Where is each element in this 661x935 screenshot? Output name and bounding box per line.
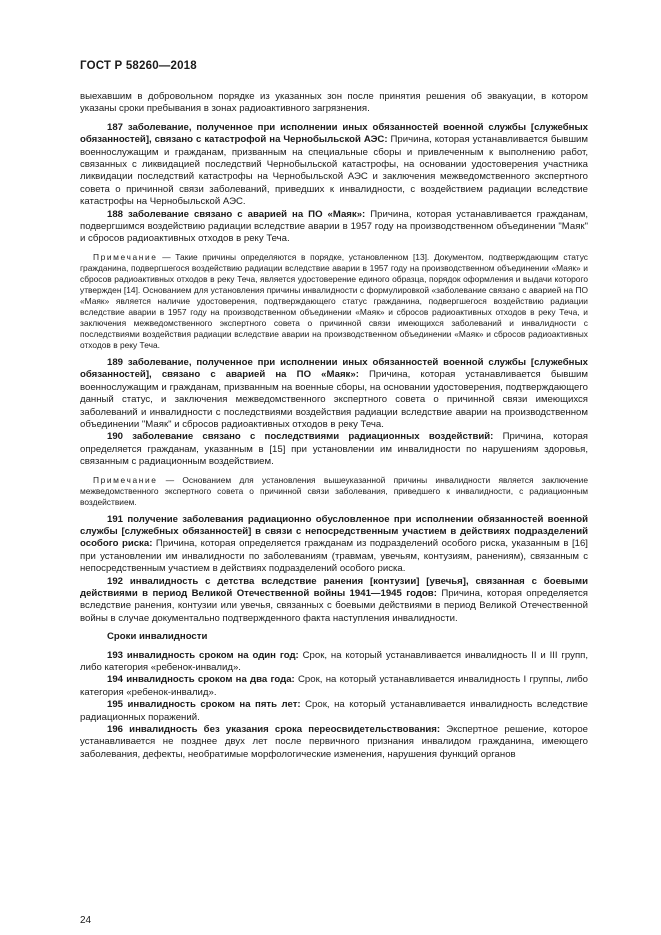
paragraph-190 xyxy=(80,431,588,468)
paragraph-194 xyxy=(80,674,588,699)
section-title: Сроки инвалидности xyxy=(107,631,208,643)
term-196: 196 инвалидность без указания срока переосвидетельствования: xyxy=(107,724,441,736)
paragraph-continuation: выехавшим в добровольном порядке из указанных зон после принятия решения об эвакуации, в котором указаны сроки пребывания в зонах радиоактивного загрязнения. xyxy=(80,91,588,115)
definition-195: Срок, на который устанавливается инвалидность вследствие радиационных поражений. xyxy=(80,699,588,723)
paragraph-193 xyxy=(80,650,588,675)
paragraph-191 xyxy=(80,514,588,576)
term-195: 195 инвалидность сроком на пять лет: xyxy=(107,699,301,711)
note-1-label: Примечание xyxy=(93,251,158,262)
definition-194: Срок, на который устанавливается инвалидность I группы, либо категория «ребенок-инвалид». xyxy=(80,674,588,698)
note-1 xyxy=(80,252,588,351)
note-2 xyxy=(80,475,588,508)
definition-187: Причина, которая устанавливается бывшим военнослужащим и гражданам, призванным на специальные сборы и привлеченным к выполнению работ, связанных с ликвидацией последствий Чернобыльской катастрофы, на основании удостоверения участника ликвидации последствий катастрофы на Чернобыльской АЭС и заключения межведомственного экспертного совета о причинной связи заболеваний, приведших к инвалидности, с воздействием радиации вследствие катастрофы на Чернобыльской АЭС. xyxy=(80,134,588,208)
paragraph-196 xyxy=(80,724,588,761)
term-193: 193 инвалидность сроком на один год: xyxy=(107,649,299,661)
document-header: ГОСТ Р 58260—2018 xyxy=(80,60,197,72)
definition-193: Срок, на который устанавливается инвалидность II и III групп, либо категория «ребенок-инвалид». xyxy=(80,649,588,673)
term-189: 189 заболевание, полученное при исполнении иных обязанностей военной службы [служебных обязанностей], связано с аварией на ПО «Маяк»: xyxy=(80,356,588,381)
page-number: 24 xyxy=(80,915,92,926)
definition-190: Причина, которая определяется гражданам, указанным в [15] при установлении им инвалидности по нарушениям здоровья, связанным с радиационным воздействием. xyxy=(80,431,588,468)
paragraph-192 xyxy=(80,576,588,626)
term-191: 191 получение заболевания радиационно обусловленное при исполнении обязанностей военной службы [служебных обязанностей] в связи с непосредственным участием в действиях подразделений особого риска: xyxy=(80,513,588,550)
definition-191: Причина, которая определяется гражданам из подразделений особого риска, указанным в [16] при установлении им инвалидности по заболеваниям (травмам, увечьям, контузиям, ранениям), связанным с непосредственным участием в действиях подразделений особого риска. xyxy=(80,538,588,575)
note-2-label: Примечание xyxy=(93,474,158,485)
paragraph-189 xyxy=(80,357,588,431)
definition-196: Экспертное решение, которое устанавливается не позднее двух лет после первичного признания инвалидом гражданина, имеющего заболевания, дефекты, необратимые морфологические изменения, нарушения функций органов xyxy=(80,724,589,760)
note-1-text: — Такие причины определяются в порядке, установленном [13]. Документом, подтверждающим статус гражданина, подвергшегося воздействию радиации вследствие аварии в 1957 году на производственном объединении «Маяк» и сбросов радиоактивных отходов в реку Теча, является удостоверение единого образца, порядок оформления и выдачи которого утвержден [14]. Основанием для установления причины инвалидности с формулировкой «заболевание связано с аварией на ПО «Маяк» является наличие удостоверения, подтверждающего статус гражданина, подвергшегося воздействию радиации вследствие аварии в 1957 году на производственном объединении «Маяк» и сбросов радиоактивных отходов в реку Теча, и заключения межведомственного экспертного совета о причинной связи имеющихся заболеваний и инвалидности с последствиями воздействия радиации вследствие аварии на производственном объединении «Маяк» и сбросов радиоактивных отходов в реку Теча. xyxy=(80,251,588,350)
term-188: 188 заболевание связано с аварией на ПО «Маяк»: xyxy=(107,208,366,220)
definition-192: Причина, которая определяется вследствие ранения, контузии или увечья, связанных с боевыми действиями в период Великой Отечественной войны в случае документально подтвержденного факта наступления инвалидности. xyxy=(80,587,589,624)
paragraph-195 xyxy=(80,699,588,724)
paragraph-187 xyxy=(80,122,588,209)
definition-188: Причина, которая устанавливается гражданам, подвергшимся воздействию радиации вследствие аварии в 1957 году на производственном объединении "Маяк" и сбросов радиоактивных отходов в реку Теча. xyxy=(80,208,589,245)
term-187: 187 заболевание, полученное при исполнении иных обязанностей военной службы [служебных обязанностей], связано с катастрофой на Чернобыльской АЭС: xyxy=(80,121,588,146)
document-body xyxy=(80,91,588,761)
definition-189: Причина, которая устанавливается бывшим военнослужащим и гражданам, призванным на военные сборы, на основании удостоверения, подтверждающего данный статус, и заключения межведомственного экспертного совета о причинной связи имеющихся заболеваний и инвалидности с последствиями воздействия радиации вследствие аварии на производственном объединении "Маяк" и сбросов радиоактивных отходов в реку Теча. xyxy=(80,369,588,430)
term-194: 194 инвалидность сроком на два года: xyxy=(107,674,295,686)
term-190: 190 заболевание связано с последствиями радиационных воздействий: xyxy=(107,431,494,443)
term-192: 192 инвалидность с детства вследствие ранения [контузии] [увечья], связанная с боевыми действиями в период Великой Отечественной войны 1941—1945 годов: xyxy=(80,575,588,599)
paragraph-188 xyxy=(80,209,588,246)
note-2-text: — Основанием для установления вышеуказанной причины инвалидности является заключение межведомственного экспертного совета о причинной связи заболевания, приведшего к инвалидности, с радиационным воздействием. xyxy=(80,474,588,507)
